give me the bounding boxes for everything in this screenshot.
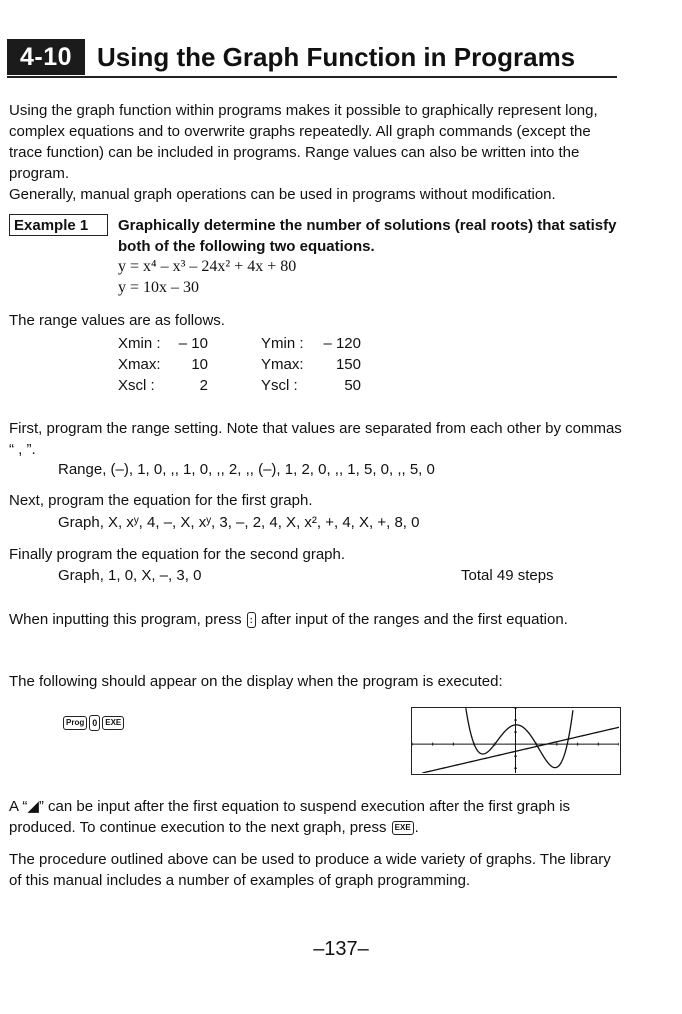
note2-text-1: A “ bbox=[9, 798, 28, 815]
display-result-symbol-icon: ◢ bbox=[27, 798, 39, 815]
range-value: – 120 bbox=[323, 335, 361, 352]
colon-key-icon: : bbox=[247, 612, 256, 628]
execution-intro: The following should appear on the display when the program is executed: bbox=[9, 673, 503, 690]
prog-key-icon: Prog bbox=[63, 716, 87, 730]
intro-paragraph-1: Using the graph function within programs makes it possible to graphically represent long, complex equations and to overwrite graphs repeatedly. All graph commands (except the trace function) can be included in programs. Range values can also be written into the program. bbox=[9, 102, 598, 182]
linear-line bbox=[422, 727, 619, 773]
equation-1: y = x⁴ – x³ – 24x² + 4x + 80 bbox=[118, 258, 297, 275]
step2-text: Next, program the equation for the first graph. bbox=[9, 492, 313, 509]
section-title: Using the Graph Function in Programs bbox=[97, 42, 576, 72]
total-steps: Total 49 steps bbox=[461, 567, 554, 584]
step2-code: Graph, X, xʸ, 4, –, X, xʸ, 3, –, 2, 4, X, x², +, 4, X, +, 8, 0 bbox=[58, 514, 420, 531]
calculator-display bbox=[411, 707, 621, 775]
range-value: 150 bbox=[335, 356, 361, 373]
step1-text: First, program the range setting. Note that values are separated from each other by commas “ , ”. bbox=[9, 420, 622, 458]
equation-2: y = 10x – 30 bbox=[118, 279, 200, 296]
exe-key-icon: EXE bbox=[102, 716, 124, 730]
range-label: Ymax: bbox=[261, 356, 304, 373]
exe-key-icon: EXE bbox=[392, 821, 414, 835]
range-intro: The range values are as follows. bbox=[9, 312, 225, 329]
note-text-before: When inputting this program, press bbox=[9, 611, 242, 628]
intro-paragraph-2: Generally, manual graph operations can be used in programs without modification. bbox=[9, 186, 556, 203]
title-underline bbox=[7, 76, 617, 78]
page-number: –137– bbox=[313, 938, 369, 960]
section-number-badge: 4-10 bbox=[7, 39, 85, 75]
note-text-after: after input of the ranges and the first equation. bbox=[260, 611, 568, 628]
range-value: 50 bbox=[344, 377, 361, 394]
range-row bbox=[118, 356, 398, 377]
range-row bbox=[118, 377, 398, 398]
range-label: Ymin : bbox=[261, 335, 304, 352]
range-row bbox=[118, 335, 398, 356]
step3-code: Graph, 1, 0, X, –, 3, 0 bbox=[58, 567, 202, 584]
range-value: 2 bbox=[199, 377, 208, 394]
example-label-box: Example 1 bbox=[9, 214, 108, 236]
range-value: – 10 bbox=[178, 335, 208, 352]
closing-paragraph: The procedure outlined above can be used to produce a wide variety of graphs. The library of this manual includes a number of examples of graph programming. bbox=[9, 851, 611, 889]
range-label: Xmin : bbox=[118, 335, 161, 352]
zero-key-icon: 0 bbox=[89, 715, 100, 731]
key-sequence bbox=[62, 714, 125, 732]
note2-text-2: ” can be input after the first equation to suspend execution after the first graph is produced. To continue execution to the next graph, press bbox=[9, 798, 571, 836]
range-value: 10 bbox=[191, 356, 208, 373]
graph-plot bbox=[412, 708, 619, 773]
example-description: Graphically determine the number of solutions (real roots) that satisfy both of the following two equations. bbox=[118, 217, 617, 255]
step3-text: Finally program the equation for the second graph. bbox=[9, 546, 346, 563]
note2-text-3: . bbox=[414, 819, 419, 836]
note-suspend-execution bbox=[9, 796, 624, 838]
range-label: Yscl : bbox=[261, 377, 298, 394]
step1-code: Range, (–), 1, 0, ,, 1, 0, ,, 2, ,, (–), 1, 2, 0, ,, 1, 5, 0, ,, 5, 0 bbox=[58, 461, 435, 478]
note-input-program bbox=[9, 609, 624, 630]
range-label: Xmax: bbox=[118, 356, 161, 373]
range-label: Xscl : bbox=[118, 377, 155, 394]
